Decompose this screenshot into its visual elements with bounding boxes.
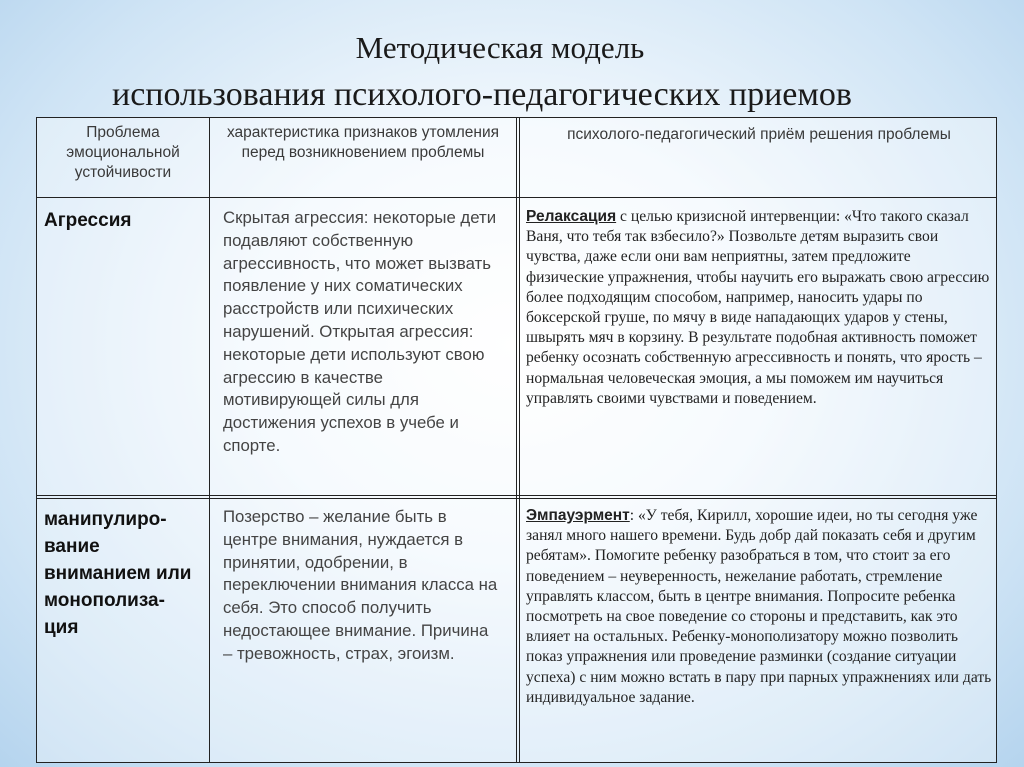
header-technique: психолого-педагогический приём решения проблемы [567,126,951,143]
header-problem: Проблема эмоциональной устойчивости [66,124,180,181]
row-divider [37,495,996,499]
row2-description: Позерство – желание быть в центре внимания, нуждается в принятии, одобрении, в переключении внимания класса на себя. Это способ получить недостающее внимание. Причина – тревожность, страх, эгоизм. [223,507,498,663]
column-divider-1 [209,118,210,762]
row2-solution-text: : «У тебя, Кирилл, хорошие идеи, но ты сегодня уже занял много нашего времени. Будь добр дай показать себя и другим ребятам». Помогите ребенку разобраться в том, что стоит за его поведением – неуверенность, нежелание работать, стремление управлять классом, быть в центре внимания. Попросите ребенка посмотреть на свое поведение со стороны и представить, как это влияет на остальных. Ребенку-монополизатору можно позволить показ упражнения или проведение разминки (создание ситуации успеха) с ним можно встать в пару при парных упражнениях или дать индивидуальное задание. [526,507,992,706]
method-table [36,117,997,763]
column-divider-2 [516,118,520,762]
header-divider [37,197,996,198]
page-title-line2: использования психолого-педагогических приемов [112,76,852,113]
page-title-line1: Методическая модель [355,30,645,65]
header-signs: характеристика признаков утомления перед возникновением проблемы [226,124,500,161]
row1-solution [526,207,992,409]
row1-description: Скрытая агрессия: некоторые дети подавляют собственную агрессивность, что может вызвать появление у них соматических расстройств или психических нарушений. Открытая агрессия: некоторые дети используют свою агрессию в качестве мотивирующей силы для достижения успехов в учебе и спорте. [223,208,497,455]
row2-technique: Эмпауэрмент [526,507,630,524]
row2-problem: манипулиро-вание вниманием или монополиза-ция [44,509,192,638]
row1-problem: Агрессия [44,210,132,231]
row1-technique: Релаксация [526,208,617,225]
row1-solution-text: с целью кризисной интервенции: «Что такого сказал Ваня, что тебя так взбесило?» Позвольте детям выразить свои чувства, даже если они вам неприятны, затем предложите физические упражнения, чтобы научить его выражать свою агрессию более подходящим способом, например, наносить удары по боксерской груше, по мячу в виде нападающих ударов у стены, швырять мяч в корзину. В результате подобная активность поможет ребенку осознать собственную агрессивность и понять, что ярость – нормальная человеческая эмоция, а мы поможем им научиться управлять своими чувствами и поведением. [526,208,990,407]
row2-solution [526,506,992,708]
